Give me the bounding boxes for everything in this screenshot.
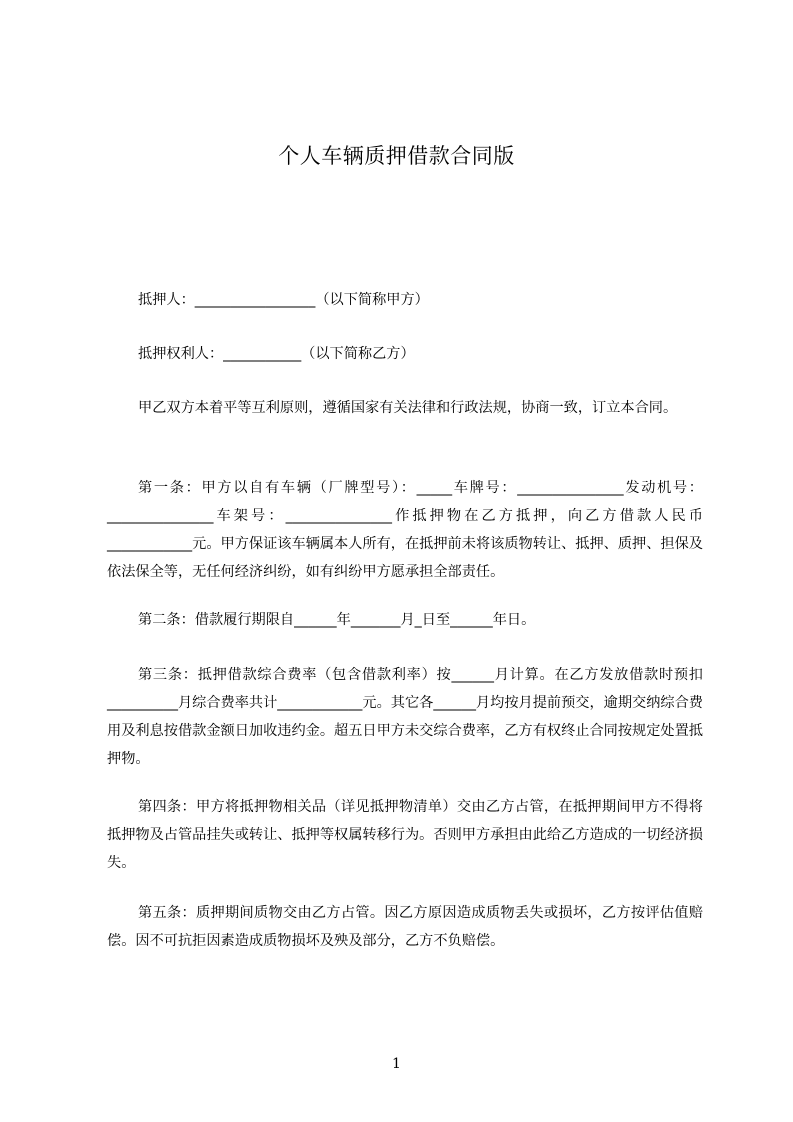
document-title: 个人车辆质押借款合同版 — [278, 144, 515, 168]
paragraph-article-1: 第一条：甲方以自有车辆（厂牌型号）：_____车牌号：_______________发动机号：_______________车架号：_______________作抵押物在乙方抵押，向乙方借款人民币____________元。甲方保证该车辆属本人所有，在抵押前未将该质物转让、抵押、质押、担保及依法保全等，无任何经济纠纷，如有纠纷甲方愿承担全部责任。 — [107, 480, 703, 580]
paragraph-mortgagee: 抵押权利人：___________（以下简称乙方） — [138, 346, 415, 362]
paragraph-preamble: 甲乙双方本着平等互利原则，遵循国家有关法律和行政法规，协商一致，订立本合同。 — [138, 400, 678, 416]
paragraph-article-2: 第二条：借款履行期限自______年_______月_日至______年日。 — [138, 612, 536, 628]
page-number: 1 — [392, 1056, 401, 1072]
paragraph-article-5: 第五条：质押期间质物交由乙方占管。因乙方原因造成质物丢失或损坏，乙方按评估值赔偿。因不可抗拒因素造成质物损坏及殃及部分，乙方不负赔偿。 — [107, 905, 703, 949]
paragraph-article-4: 第四条：甲方将抵押物相关品（详见抵押物清单）交由乙方占管，在抵押期间甲方不得将抵押物及占管品挂失或转让、抵押等权属转移行为。否则甲方承担由此给乙方造成的一切经济损失。 — [107, 799, 703, 871]
paragraph-article-3: 第三条：抵押借款综合费率（包含借款利率）按______月计算。在乙方发放借款时预扣__________月综合费率共计____________元。其它各______月均按月提前预交，逾期交纳综合费用及利息按借款金额日加收违约金。超五日甲方未交综合费率，乙方有权终止合同按规定处置抵押物。 — [107, 667, 703, 767]
paragraph-mortgagor: 抵押人：_________________（以下简称甲方） — [138, 292, 429, 308]
